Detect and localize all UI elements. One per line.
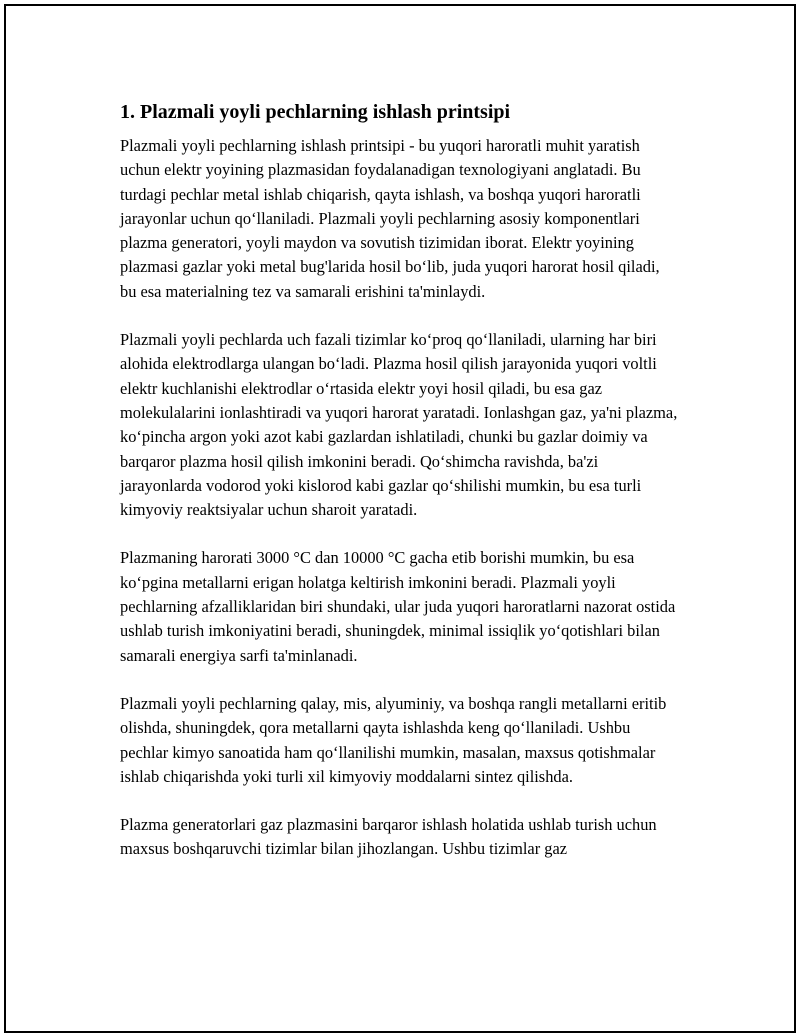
paragraph-5: Plazma generatorlari gaz plazmasini barqaror ishlash holatida ushlab turish uchun maxsus boshqaruvchi tizimlar bilan jihozlangan. Ushbu tizimlar gaz bbox=[120, 815, 657, 859]
page-frame bbox=[4, 4, 796, 1033]
paragraph-4: Plazmali yoyli pechlarning qalay, mis, alyuminiy, va boshqa rangli metallarni eritib olishda, shuningdek, qora metallarni qayta ishlashda keng qo‘llaniladi. Ushbu pechlar kimyo sanoatida ham qo‘llanilishi mumkin, masalan, maxsus qotishmalar ishlab chiqarishda yoki turli xil kimyoviy moddalarni sintez qilishda. bbox=[120, 693, 667, 786]
document-body bbox=[120, 98, 680, 886]
paragraph-1: Plazmali yoyli pechlarning ishlash printsipi - bu yuqori haroratli muhit yaratish uchun elektr yoyining plazmasidan foydalanadigan texnologiyani anglatadi. Bu turdagi pechlar metal ishlab chiqarish, qayta ishlash, va boshqa yuqori haroratli jarayonlar uchun qo‘llaniladi. Plazmali yoyli pechlarning asosiy komponentlari plazma generatori, yoyli maydon va sovutish tizimidan iborat. Elektr yoyining plazmasi gazlar yoki metal bug'larida hosil bo‘lib, juda yuqori harorat hosil qiladi, bu esa materialning tez va samarali erishini ta'minlaydi. bbox=[120, 136, 660, 301]
section-heading: 1. Plazmali yoyli pechlarning ishlash printsipi bbox=[120, 101, 511, 123]
paragraph-2: Plazmali yoyli pechlarda uch fazali tizimlar ko‘proq qo‘llaniladi, ularning har biri alohida elektrodlarga ulangan bo‘ladi. Plazma hosil qilish jarayonida yuqori voltli elektr kuchlanishi elektrodlar o‘rtasida elektr yoyi hosil qiladi, bu esa gaz molekulalarini ionlashtiradi va yuqori harorat yaratadi. Ionlashgan gaz, ya'ni plazma, ko‘pincha argon yoki azot kabi gazlardan ishlatiladi, chunki bu gazlar doimiy va barqaror plazma hosil qilish imkonini beradi. Qo‘shimcha ravishda, ba'zi jarayonlarda vodorod yoki kislorod kabi gazlar qo‘shilishi mumkin, bu esa turli kimyoviy reaktsiyalar uchun sharoit yaratadi. bbox=[120, 330, 678, 520]
paragraph-3: Plazmaning harorati 3000 °C dan 10000 °C gacha etib borishi mumkin, bu esa ko‘pgina metallarni erigan holatga keltirish imkonini beradi. Plazmali yoyli pechlarning afzalliklaridan biri shundaki, ular juda yuqori haroratlarni nazorat ostida ushlab turish imkoniyatini beradi, shuningdek, minimal issiqlik yo‘qotishlari bilan samarali energiya sarfi ta'minlanadi. bbox=[120, 548, 676, 665]
